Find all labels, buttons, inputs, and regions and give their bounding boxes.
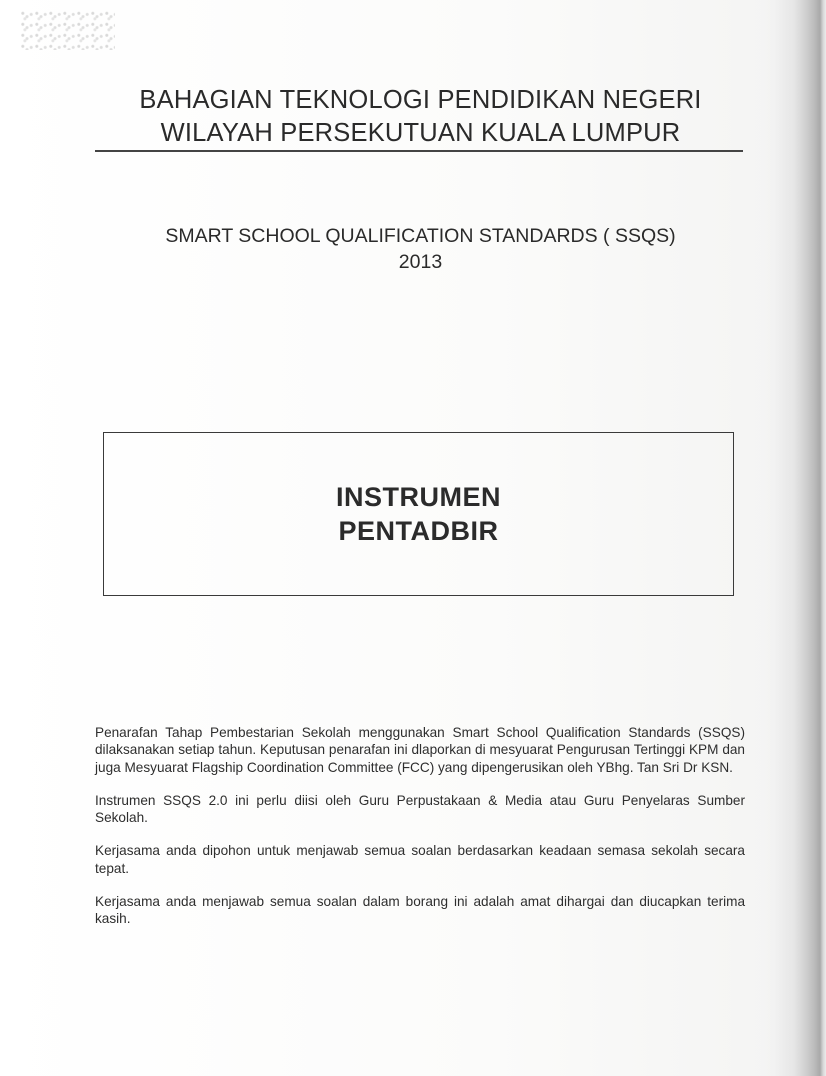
header-line-2: WILAYAH PERSEKUTUAN KUALA LUMPUR (160, 119, 681, 147)
title-line-1: INSTRUMEN (336, 482, 501, 512)
paragraph-3: Kerjasama anda dipohon untuk menjawab semua soalan berdasarkan keadaan semasa sekolah secara tepat. (95, 843, 745, 876)
department-header (98, 84, 743, 150)
instructions-body (95, 724, 745, 944)
scan-binding-edge (764, 0, 826, 1076)
header-underline (95, 150, 743, 152)
subtitle-line-1: SMART SCHOOL QUALIFICATION STANDARDS ( SSQS) (165, 225, 676, 247)
subtitle-year: 2013 (398, 251, 443, 273)
instrument-title-box (103, 432, 734, 596)
document-subtitle (98, 223, 743, 275)
paragraph-1: Penarafan Tahap Pembestarian Sekolah menggunakan Smart School Qualification Standards (SSQS) dilaksanakan setiap tahun. Keputusan penarafan ini dlaporkan di mesyuarat Pengurusan Tertinggi KPM dan juga Mesyuarat Flagship Coordination Committee (FCC) yang dipengerusikan oleh YBhg. Tan Sri Dr KSN. (95, 725, 745, 775)
instrument-title (104, 480, 733, 548)
header-line-1: BAHAGIAN TEKNOLOGI PENDIDIKAN NEGERI (139, 86, 702, 114)
paragraph-4: Kerjasama anda menjawab semua soalan dalam borang ini adalah amat dihargai dan diucapkan terima kasih. (95, 894, 745, 927)
title-line-2: PENTADBIR (338, 516, 499, 546)
scan-noise (20, 10, 115, 50)
paragraph-2: Instrumen SSQS 2.0 ini perlu diisi oleh Guru Perpustakaan & Media atau Guru Penyelaras Sumber Sekolah. (95, 792, 745, 826)
